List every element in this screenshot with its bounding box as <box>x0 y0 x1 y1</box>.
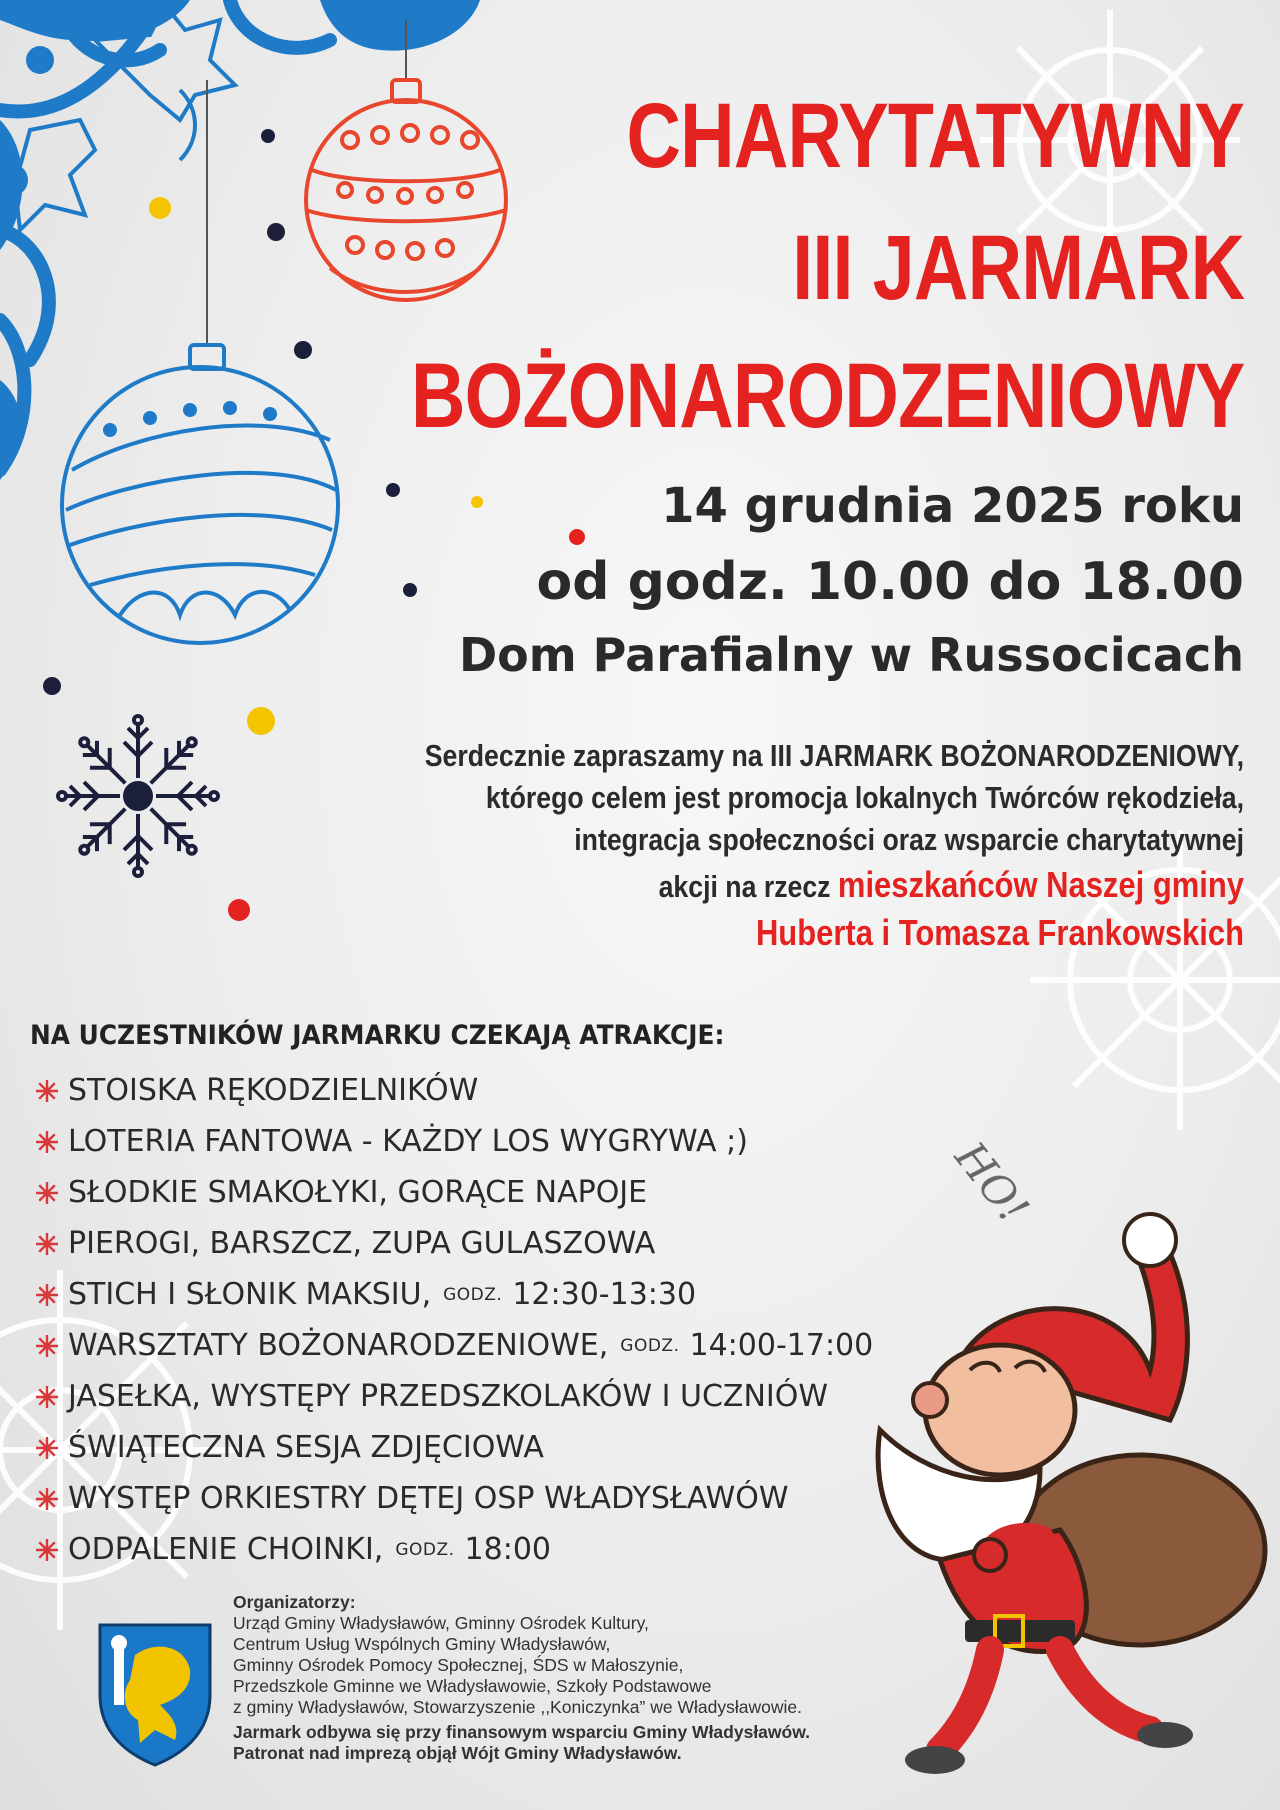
attraction-label: ODPALENIE CHOINKI, <box>68 1532 384 1567</box>
snowflake-bullet-icon <box>34 1384 60 1410</box>
organizers-line: Gminny Ośrodek Pomocy Społecznej, ŚDS w Małoszynie, <box>233 1655 684 1675</box>
snowflake-bullet-icon <box>34 1435 60 1461</box>
attraction-label: WYSTĘP ORKIESTRY DĘTEJ OSP WŁADYSŁAWÓW <box>68 1481 789 1516</box>
attraction-label: JASEŁKA, WYSTĘPY PRZEDSZKOLAKÓW I UCZNIÓW <box>68 1379 829 1414</box>
organizers-line: Centrum Usług Wspólnych Gminy Władysławów, <box>233 1634 611 1654</box>
snowflake-bullet-icon <box>34 1078 60 1104</box>
holly-leaf-outline-icon <box>15 5 235 230</box>
snowflake-bullet-icon <box>34 1537 60 1563</box>
attraction-hour-label: GODZ. <box>443 1284 503 1305</box>
attraction-label: PIEROGI, BARSZCZ, ZUPA GULASZOWA <box>68 1226 656 1261</box>
invitation-line-2: którego celem jest promocja lokalnych Twórców rękodzieła, <box>485 779 1244 815</box>
attraction-hour-label: GODZ. <box>620 1335 680 1356</box>
attraction-item <box>34 1269 873 1320</box>
attraction-label: STOISKA RĘKODZIELNIKÓW <box>68 1073 479 1108</box>
invitation-line-1: Serdecznie zapraszamy na III JARMARK BOŻONARODZENIOWY, <box>424 738 1244 773</box>
attraction-item <box>34 1371 873 1422</box>
attraction-item <box>34 1524 873 1575</box>
invitation-text <box>244 735 1244 958</box>
attractions-list <box>34 1065 873 1575</box>
attraction-label: LOTERIA FANTOWA - KAŻDY LOS WYGRYWA ;) <box>68 1124 748 1159</box>
event-date: 14 grudnia 2025 roku <box>661 478 1244 534</box>
event-time: od godz. 10.00 do 18.00 <box>536 552 1244 612</box>
attraction-item <box>34 1116 873 1167</box>
funding-note: Jarmark odbywa się przy finansowym wsparciu Gminy Władysławów. <box>233 1722 811 1742</box>
attraction-item <box>34 1422 873 1473</box>
organizers-heading: Organizatorzy: <box>233 1592 356 1612</box>
blue-ornament-icon <box>62 345 338 643</box>
organizers-line: z gminy Władysławów, Stowarzyszenie ,,Koniczynka” we Władysławowie. <box>233 1697 802 1717</box>
attraction-time: 12:30-13:30 <box>512 1277 697 1312</box>
attraction-item <box>34 1167 873 1218</box>
snowflake-bullet-icon <box>34 1282 60 1308</box>
organizers-block <box>233 1592 953 1764</box>
gmina-crest-icon <box>100 1625 210 1765</box>
organizers-line: Przedszkole Gminne we Władysławowie, Szkoły Podstawowe <box>233 1676 712 1696</box>
invitation-line-4 <box>384 861 1244 910</box>
attraction-label: SŁODKIE SMAKOŁYKI, GORĄCE NAPOJE <box>68 1175 648 1210</box>
attraction-label: STICH I SŁONIK MAKSIU, <box>68 1277 432 1312</box>
snowflake-bullet-icon <box>34 1231 60 1257</box>
invitation-line-3: integracja społeczności oraz wsparcie charytatywnej <box>574 821 1244 857</box>
attractions-heading: NA UCZESTNIKÓW JARMARKU CZEKAJĄ ATRAKCJE: <box>30 1020 725 1051</box>
invitation-highlight-names: Huberta i Tomasza Frankowskich <box>755 912 1244 954</box>
attraction-item <box>34 1065 873 1116</box>
attraction-item <box>34 1218 873 1269</box>
attraction-time: 18:00 <box>464 1532 551 1567</box>
title-line-3: BOŻONARODZENIOWY <box>410 345 1244 447</box>
snowflake-bullet-icon <box>34 1486 60 1512</box>
attraction-label: WARSZTATY BOŻONARODZENIOWE, <box>68 1328 609 1363</box>
invitation-line-4-prefix: akcji na rzecz <box>658 868 838 904</box>
snowflake-bullet-icon <box>34 1180 60 1206</box>
patronage-note: Patronat nad imprezą objął Wójt Gminy Władysławów. <box>233 1743 682 1763</box>
snowflake-bullet-icon <box>34 1333 60 1359</box>
attraction-item <box>34 1473 873 1524</box>
title-line-2: III JARMARK <box>791 217 1244 319</box>
attraction-label: ŚWIĄTECZNA SESJA ZDJĘCIOWA <box>68 1430 544 1465</box>
attraction-hour-label: GODZ. <box>395 1539 455 1560</box>
snowflake-bullet-icon <box>34 1129 60 1155</box>
holly-leaves-icon <box>0 0 480 480</box>
event-place: Dom Parafialny w Russocicach <box>458 628 1244 682</box>
attraction-time: 14:00-17:00 <box>689 1328 874 1363</box>
organizers-line: Urząd Gminy Władysławów, Gminny Ośrodek Kultury, <box>233 1613 649 1633</box>
title-line-1: CHARYTATYWNY <box>626 85 1244 187</box>
snowflake-icon <box>58 716 218 876</box>
attraction-item <box>34 1320 873 1371</box>
red-ornament-icon <box>306 80 506 300</box>
invitation-highlight-residents: mieszkańców Naszej gminy <box>837 863 1244 905</box>
santa-speech-text: HO! <box>945 1132 1039 1233</box>
